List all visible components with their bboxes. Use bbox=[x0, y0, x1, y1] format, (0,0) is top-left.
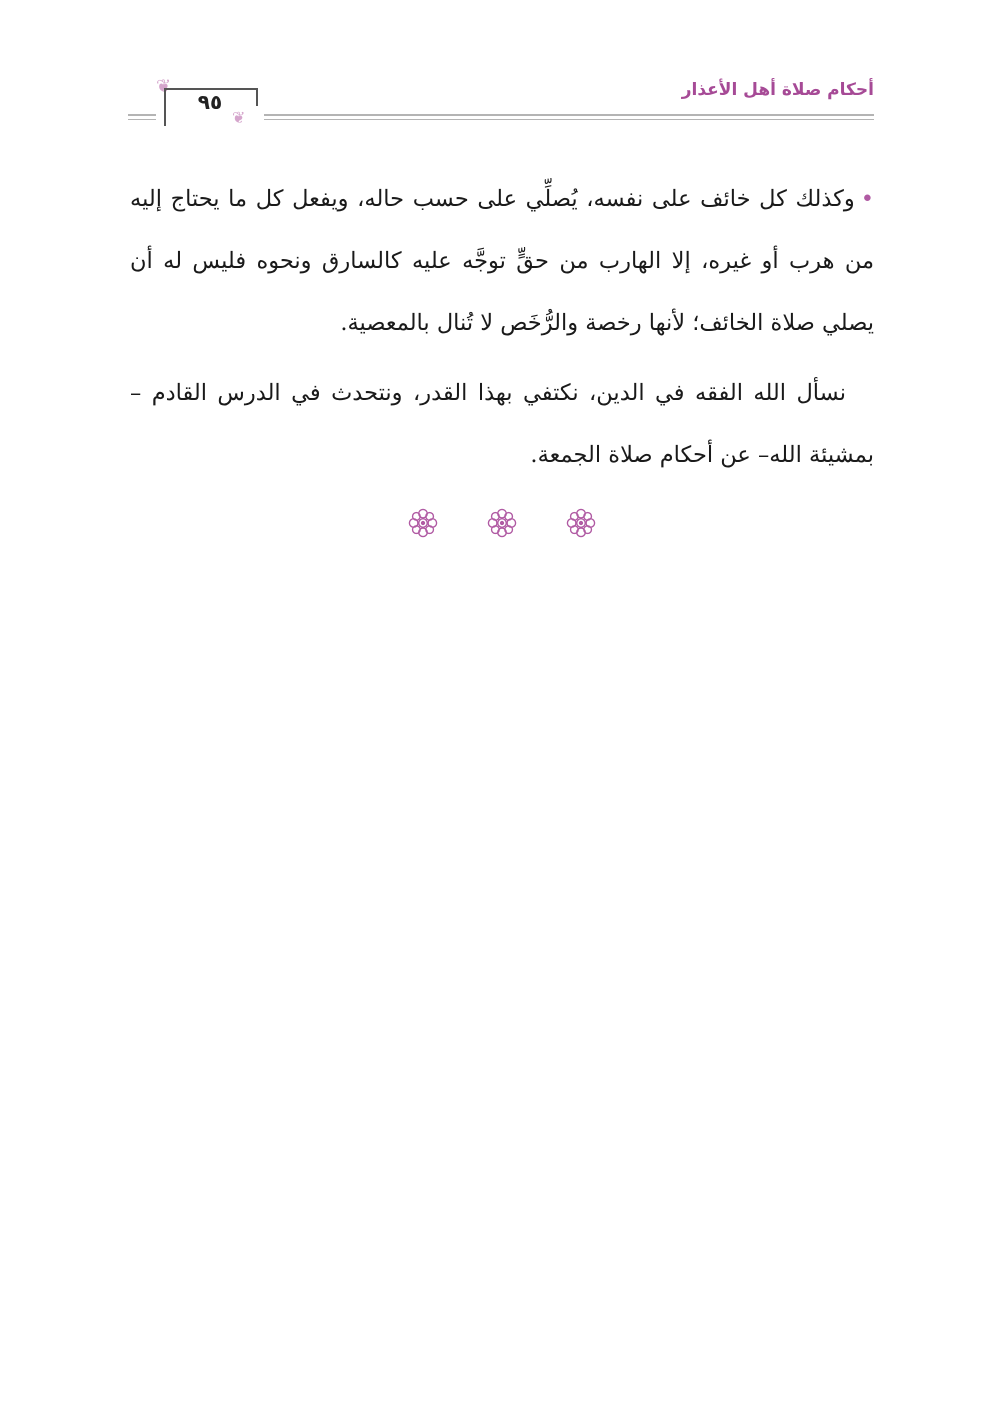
paragraph bbox=[130, 168, 874, 354]
floral-ornament-icon: ❦ bbox=[232, 108, 246, 127]
body-text bbox=[130, 168, 874, 486]
section-divider-ornaments bbox=[0, 506, 1004, 540]
paragraph bbox=[130, 362, 874, 486]
paragraph-text: وكذلك كل خائف على نفسه، يُصلِّي على حسب حاله، ويفعل كل ما يحتاج إليه من هرب أو غيره، إلا الهارب من حقٍّ توجَّه عليه كالسارق ونحوه فليس له أن يصلي صلاة الخائف؛ لأنها رخصة والرُّخَص لا تُنال بالمعصية. bbox=[130, 186, 874, 336]
page-header bbox=[128, 70, 874, 130]
flower-ornament-icon bbox=[564, 506, 598, 540]
header-rule-left-thin bbox=[128, 119, 156, 120]
flower-ornament-icon bbox=[485, 506, 519, 540]
header-rule bbox=[264, 114, 874, 116]
flower-ornament-icon bbox=[406, 506, 440, 540]
floral-ornament-icon: ❦ bbox=[156, 76, 172, 97]
page-number: ٩٥ bbox=[197, 90, 223, 114]
header-rule-left bbox=[128, 114, 156, 116]
bullet-icon: • bbox=[860, 186, 874, 212]
header-rule-thin bbox=[264, 119, 874, 120]
paragraph-text: نسأل الله الفقه في الدين، نكتفي بهذا القدر، ونتحدث في الدرس القادم – بمشيئة الله– عن أحكام صلاة الجمعة. bbox=[130, 380, 874, 468]
running-title: أحكام صلاة أهل الأعذار bbox=[681, 80, 874, 100]
